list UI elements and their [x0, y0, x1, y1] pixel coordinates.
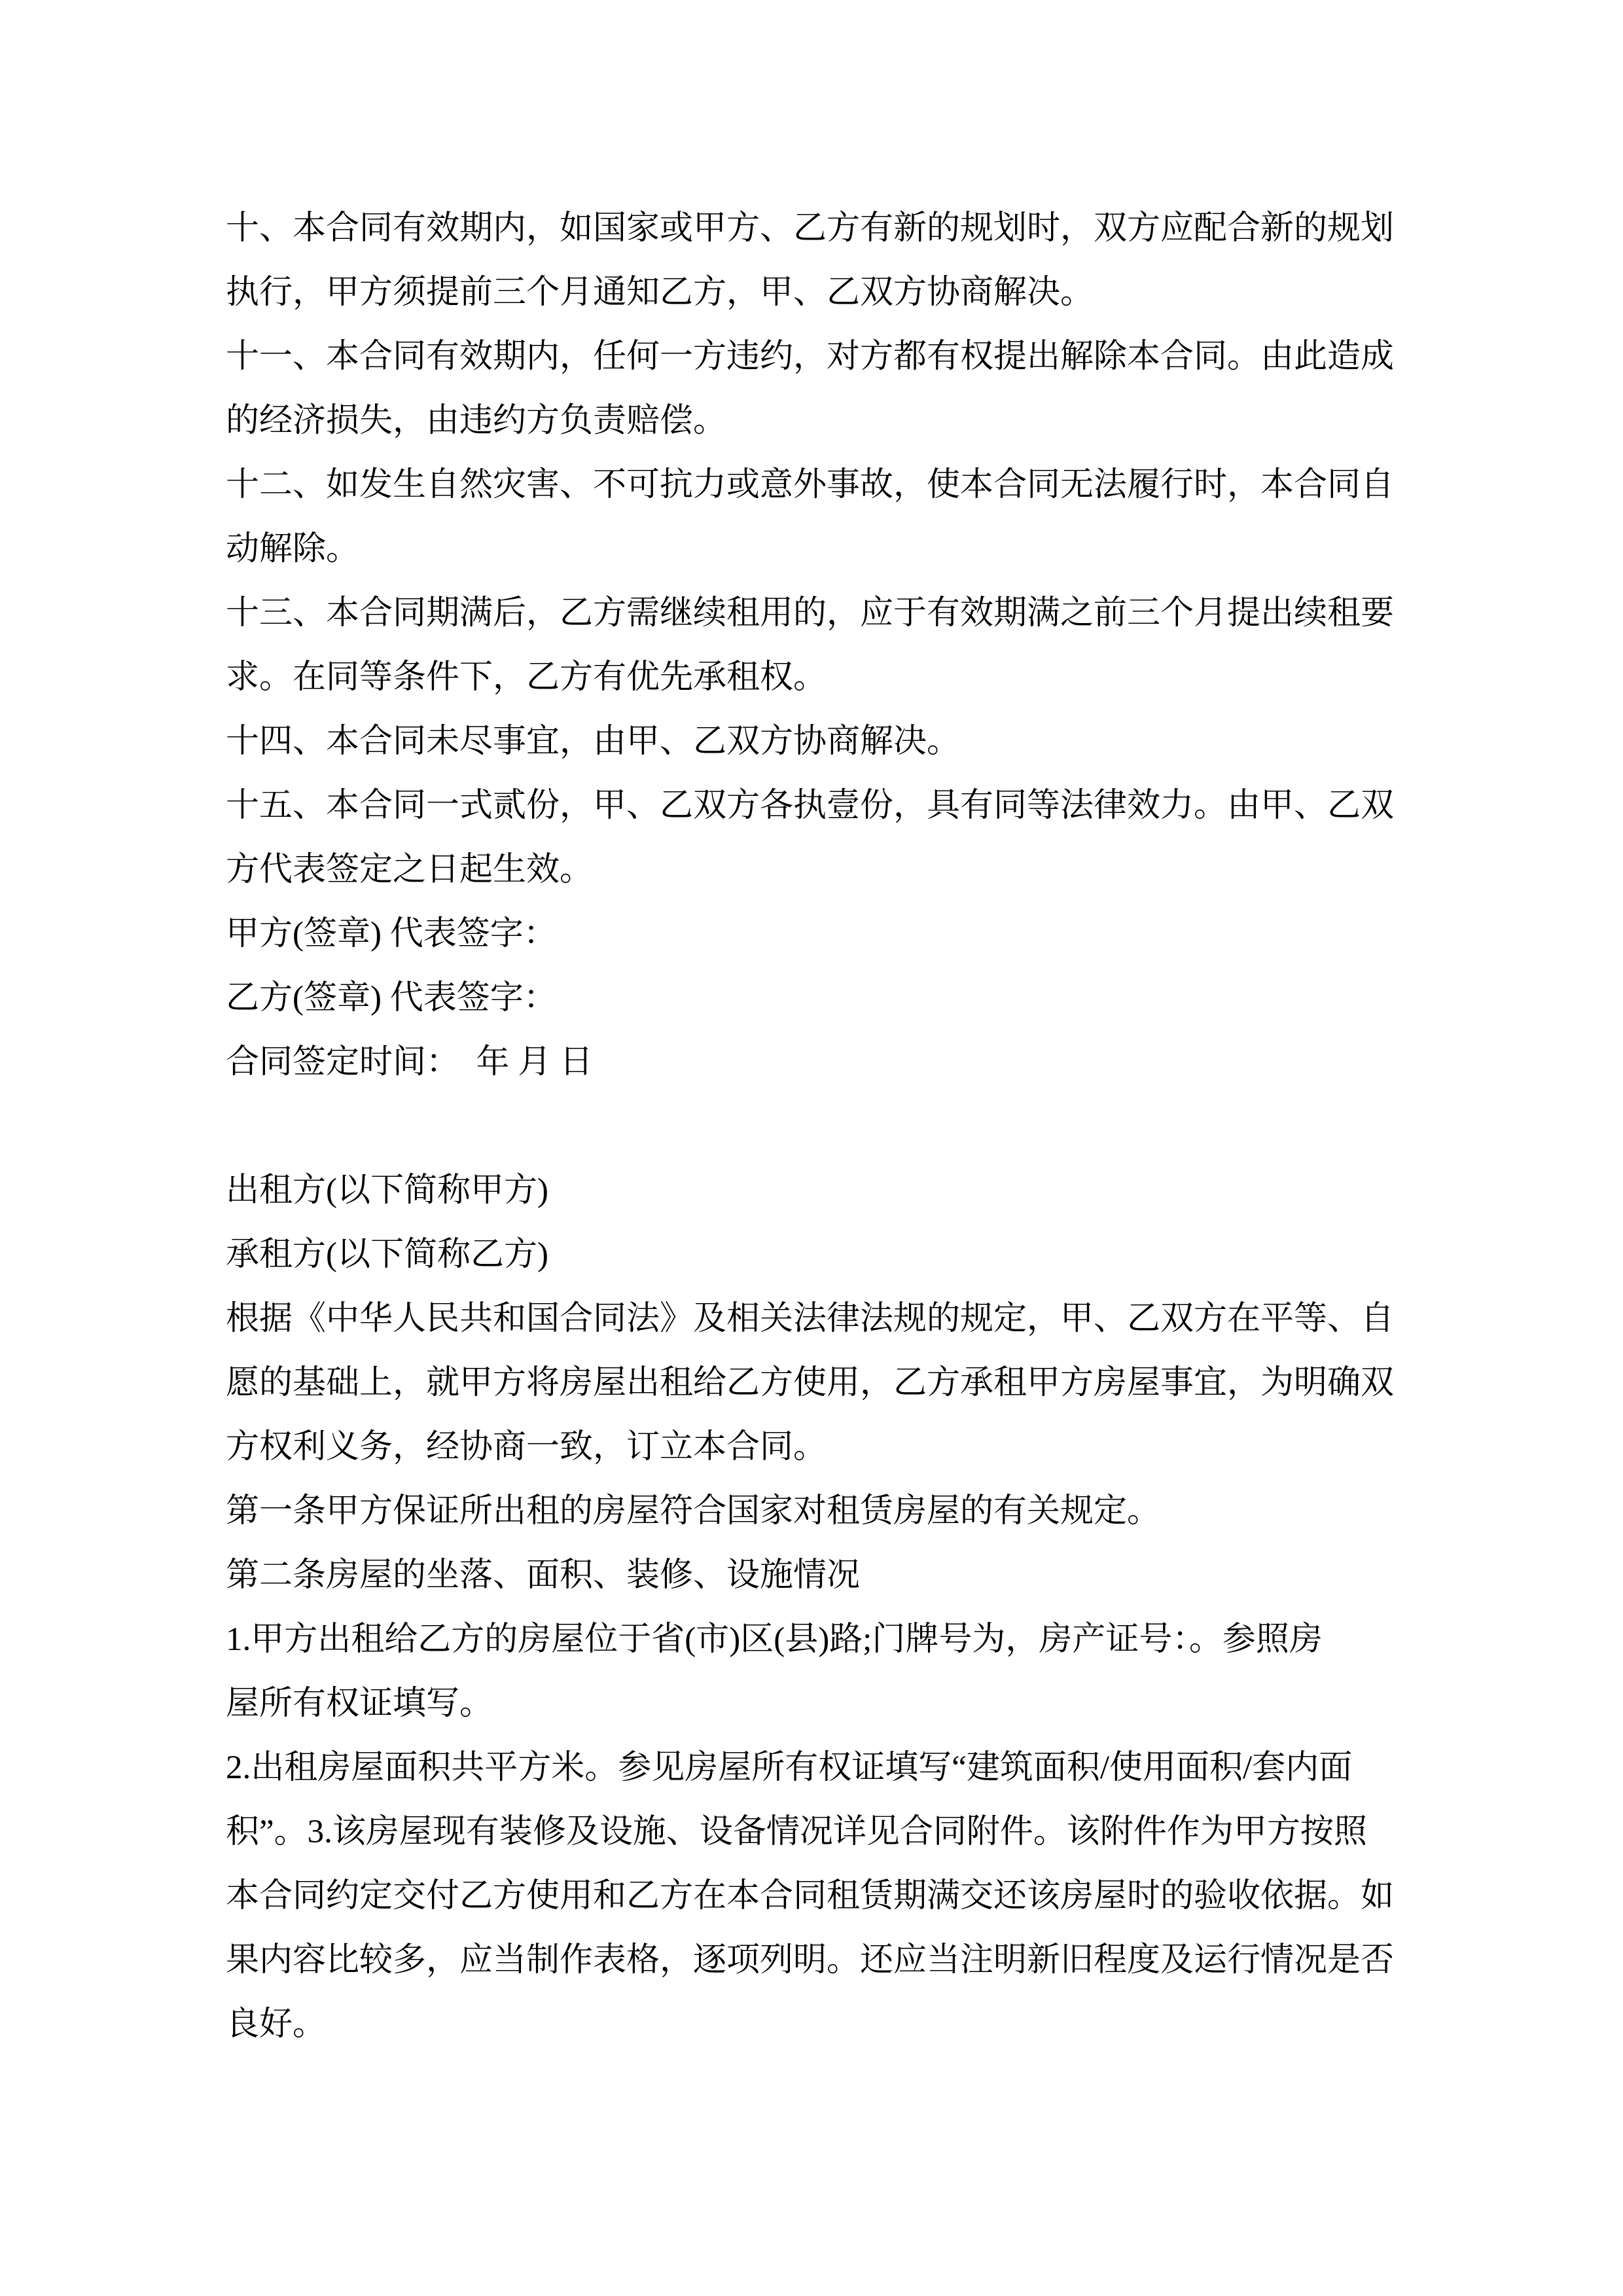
text-line: 的经济损失，由违约方负责赔偿。 [226, 403, 727, 439]
text-line: 十五、本合同一式贰份，甲、乙双方各执壹份，具有同等法律效力。由甲、乙双 [226, 787, 1395, 824]
text-line: 出租方(以下简称甲方) [226, 1172, 548, 1209]
text-line: 十四、本合同未尽事宜，由甲、乙双方协商解决。 [226, 723, 961, 760]
text-line: 果内容比较多，应当制作表格，逐项列明。还应当注明新旧程度及运行情况是否 [226, 1942, 1395, 1979]
text-line: 承租方(以下简称乙方) [226, 1236, 548, 1273]
text-line: 本合同约定交付乙方使用和乙方在本合同租赁期满交还该房屋时的验收依据。如 [226, 1878, 1395, 1914]
text-line: 1.甲方出租给乙方的房屋位于省(市)区(县)路;门牌号为，房产证号：。参照房 [226, 1621, 1323, 1658]
text-line: 第二条房屋的坐落、面积、装修、设施情况 [226, 1557, 861, 1594]
text-line: 乙方(签章) 代表签字： [226, 980, 557, 1016]
text-line: 动解除。 [226, 531, 360, 567]
text-line: 合同签定时间： 年 月 日 [226, 1044, 594, 1081]
text-line: 方权利义务，经协商一致，订立本合同。 [226, 1429, 827, 1465]
text-line: 良好。 [226, 2006, 327, 2043]
text-line: 方代表签定之日起生效。 [226, 852, 594, 888]
text-line [226, 1094, 1407, 1158]
text-line: 第一条甲方保证所出租的房屋符合国家对租赁房屋的有关规定。 [226, 1493, 1161, 1530]
text-line: 甲方(签章) 代表签字： [226, 916, 557, 952]
text-line: 十、本合同有效期内，如国家或甲方、乙方有新的规划时，双方应配合新的规划 [226, 210, 1395, 247]
text-line: 根据《中华人民共和国合同法》及相关法律法规的规定，甲、乙双方在平等、自 [226, 1300, 1395, 1337]
text-line: 十二、如发生自然灾害、不可抗力或意外事故，使本合同无法履行时，本合同自 [226, 467, 1395, 503]
text-line: 积”。3.该房屋现有装修及设施、设备情况详见合同附件。该附件作为甲方按照 [226, 1814, 1367, 1850]
text-line: 求。在同等条件下，乙方有优先承租权。 [226, 659, 827, 696]
text-line: 愿的基础上，就甲方将房屋出租给乙方使用，乙方承租甲方房屋事宜，为明确双 [226, 1365, 1395, 1401]
text-line: 十三、本合同期满后，乙方需继续租用的，应于有效期满之前三个月提出续租要 [226, 595, 1395, 632]
text-line: 执行，甲方须提前三个月通知乙方，甲、乙双方协商解决。 [226, 274, 1094, 311]
text-line: 十一、本合同有效期内，任何一方违约，对方都有权提出解除本合同。由此造成 [226, 338, 1395, 375]
text-line: 屋所有权证填写。 [226, 1685, 493, 1722]
contract-text-block [226, 196, 1407, 2056]
text-line: 2.出租房屋面积共平方米。参见房屋所有权证填写“建筑面积/使用面积/套内面 [226, 1749, 1353, 1786]
